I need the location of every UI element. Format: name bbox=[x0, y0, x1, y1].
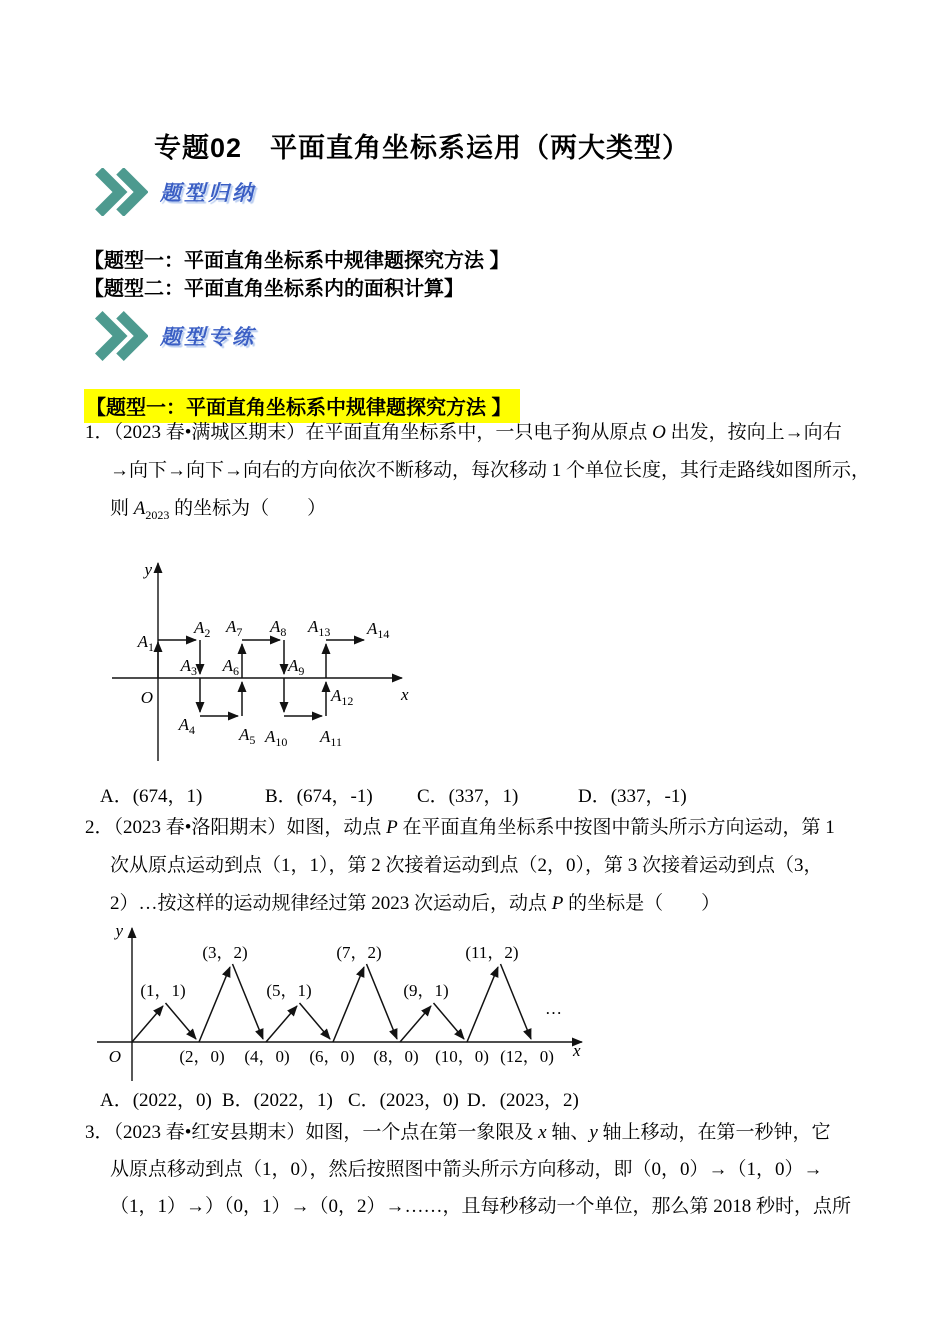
fig2-base-label-3: (6，0) bbox=[309, 1047, 355, 1066]
point-label-a4: $A_4$ bbox=[178, 715, 195, 737]
fig2-base-label-6: (12，0) bbox=[500, 1047, 554, 1066]
figure2-triangle-wave bbox=[85, 916, 705, 1088]
point-label-a6: $A_6$ bbox=[222, 656, 239, 678]
q1-option-d: D．(337，-1) bbox=[578, 786, 687, 807]
fig2-peak-label-4: (7，2) bbox=[336, 943, 382, 962]
figure1-coordinate-zigzag bbox=[110, 551, 450, 783]
q2-text-line-1 bbox=[85, 816, 835, 840]
var-x: x bbox=[538, 1122, 547, 1143]
double-chevron-icon bbox=[92, 168, 148, 216]
point-label-a7: $A_7$ bbox=[226, 617, 243, 639]
fig2-peak-label-5: (9，1) bbox=[403, 981, 449, 1000]
point-label-a13: $A_{13}$ bbox=[308, 617, 331, 639]
q1-line3-text: 则 bbox=[110, 498, 134, 519]
fig1-origin-label: O bbox=[140, 688, 153, 707]
fig2-base-label-1: (2，0) bbox=[179, 1047, 225, 1066]
q2-text-line-3 bbox=[110, 892, 720, 916]
q2-text-line-2: 次从原点运动到点（1，1），第 2 次接着运动到点（2，0），第 3 次接着运动到点（3， bbox=[110, 855, 823, 876]
var-O: O bbox=[652, 422, 666, 443]
q1-text-line-3 bbox=[110, 497, 326, 527]
fig1-axes bbox=[112, 563, 402, 761]
fig2-peak-label-6: (11，2) bbox=[465, 943, 519, 962]
point-label-a3: $A_3$ bbox=[180, 656, 197, 678]
banner-topic-summary bbox=[92, 168, 256, 216]
section-heading-highlight: 【题型一：平面直角坐标系中规律题探究方法 】 bbox=[84, 389, 520, 423]
q1-text-line-2: →向下→向下→向右的方向依次不断移动，每次移动 1 个单位长度，其行走路线如图所示， bbox=[110, 460, 871, 481]
var-P: P bbox=[551, 893, 564, 914]
fig1-x-axis-label: x bbox=[401, 685, 409, 704]
banner-label-topic-summary: 题型归纳 bbox=[160, 181, 256, 205]
point-label-a10: $A_{10}$ bbox=[265, 727, 288, 749]
q2-option-a: A．(2022，0) bbox=[100, 1090, 212, 1111]
type-item-1: 【题型一：平面直角坐标系中规律题探究方法 】 bbox=[84, 250, 510, 272]
q2-line3-text: 2）…按这样的运动规律经过第 2023 次运动后，动点 bbox=[110, 893, 552, 914]
fig2-path bbox=[132, 964, 531, 1042]
q3-line1-text-end: 轴上移动，在第一秒钟，它 bbox=[597, 1122, 831, 1143]
q1-line1-text-end: 出发，按向上→向右 bbox=[665, 422, 842, 443]
var-A: A bbox=[133, 498, 146, 519]
banner-topic-practice bbox=[92, 310, 256, 362]
q2-line3-text-end: 的坐标是（ ） bbox=[563, 893, 721, 914]
fig2-peak-label-3: (5，1) bbox=[266, 981, 312, 1000]
q3-text-line-3: （1，1）→）（0，1）→（0，2）→……，且每秒移动一个单位，那么第 2018 秒时，点所 bbox=[110, 1196, 852, 1217]
q1-line1-text: 1．（2023 春•满城区期末）在平面直角坐标系中，一只电子狗从原点 bbox=[85, 422, 653, 443]
point-label-a11: $A_{11}$ bbox=[320, 727, 342, 749]
fig2-x-axis-label: x bbox=[573, 1041, 581, 1060]
fig1-y-axis-label: y bbox=[144, 560, 152, 579]
q3-line1-mid: 轴、 bbox=[546, 1122, 590, 1143]
page-title: 专题02 平面直角坐标系运用（两大类型） bbox=[154, 133, 691, 163]
q2-option-c: C．(2023，0) bbox=[348, 1090, 459, 1111]
q3-text-line-1 bbox=[85, 1121, 831, 1145]
var-P: P bbox=[386, 817, 398, 838]
q1-option-c: C．(337，1) bbox=[417, 786, 519, 807]
banner-label-topic-practice: 题型专练 bbox=[160, 325, 256, 349]
point-label-a5: $A_5$ bbox=[239, 725, 256, 747]
q1-option-b: B．(674，-1) bbox=[265, 786, 373, 807]
q2-option-d: D．(2023，2) bbox=[467, 1090, 579, 1111]
q2-option-b: B．(2022，1) bbox=[222, 1090, 333, 1111]
fig2-base-label-2: (4，0) bbox=[244, 1047, 290, 1066]
double-chevron-icon bbox=[92, 310, 148, 362]
fig2-base-label-4: (8，0) bbox=[373, 1047, 419, 1066]
point-label-a12: $A_{12}$ bbox=[331, 686, 354, 708]
q2-line1-text: 2．（2023 春•洛阳期末）如图，动点 bbox=[85, 817, 387, 838]
fig2-base-label-5: (10，0) bbox=[435, 1047, 489, 1066]
point-label-a9: $A_9$ bbox=[288, 656, 305, 678]
point-label-a1: $A_1$ bbox=[137, 632, 154, 654]
fig2-peak-label-1: (1，1) bbox=[140, 981, 186, 1000]
fig2-peak-label-2: (3，2) bbox=[202, 943, 248, 962]
var-y: y bbox=[589, 1122, 598, 1143]
q1-text-line-1 bbox=[85, 421, 842, 445]
q1-option-a: A．(674，1) bbox=[100, 786, 203, 807]
q1-line3-text-end: 的坐标为（ ） bbox=[169, 498, 327, 519]
q3-text-line-2: 从原点移动到点（1，0），然后按照图中箭头所示方向移动，即（0，0）→（1，0）→ bbox=[110, 1159, 823, 1180]
fig2-ellipsis: … bbox=[545, 999, 562, 1018]
q2-line1-text-end: 在平面直角坐标系中按图中箭头所示方向运动，第 1 bbox=[397, 817, 835, 838]
fig2-y-axis-label: y bbox=[115, 921, 123, 940]
point-label-a8: $A_8$ bbox=[270, 617, 287, 639]
subscript-2023: 2023 bbox=[145, 507, 170, 522]
fig2-origin-label: O bbox=[108, 1047, 121, 1066]
type-item-2: 【题型二：平面直角坐标系内的面积计算】 bbox=[84, 278, 464, 300]
q3-line1-text: 3．（2023 春•红安县期末）如图，一个点在第一象限及 bbox=[85, 1122, 539, 1143]
point-label-a2: $A_2$ bbox=[194, 618, 211, 640]
point-label-a14: $A_{14}$ bbox=[367, 619, 390, 641]
